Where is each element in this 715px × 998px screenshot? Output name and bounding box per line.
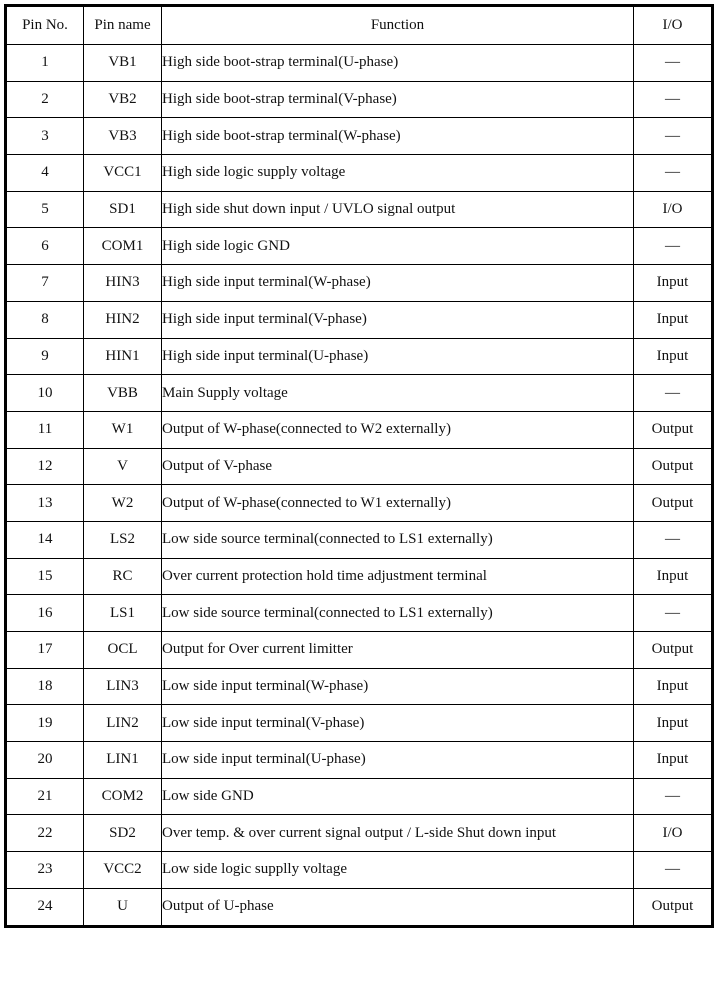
- pin-name-cell: LIN2: [84, 705, 162, 742]
- table-row: [6, 632, 713, 669]
- pin-name-cell: LIN3: [84, 668, 162, 705]
- function-cell: Low side logic supplly voltage: [162, 852, 634, 889]
- header-function: Function: [162, 6, 634, 45]
- table-row: [6, 411, 713, 448]
- io-cell: —: [634, 45, 713, 82]
- pin-number-cell: 7: [6, 265, 84, 302]
- pin-name-cell: VBB: [84, 375, 162, 412]
- header-io: I/O: [634, 6, 713, 45]
- io-cell: —: [634, 375, 713, 412]
- pin-number-cell: 12: [6, 448, 84, 485]
- table-row: [6, 301, 713, 338]
- function-cell: Over temp. & over current signal output / L-side Shut down input: [162, 815, 634, 852]
- table-row: [6, 191, 713, 228]
- table-row: [6, 338, 713, 375]
- io-cell: Input: [634, 338, 713, 375]
- pin-number-cell: 14: [6, 521, 84, 558]
- table-row: [6, 81, 713, 118]
- io-cell: Output: [634, 411, 713, 448]
- table-row: [6, 778, 713, 815]
- table-row: [6, 485, 713, 522]
- pin-name-cell: COM2: [84, 778, 162, 815]
- function-cell: Low side input terminal(V-phase): [162, 705, 634, 742]
- table-row: [6, 595, 713, 632]
- pin-number-cell: 11: [6, 411, 84, 448]
- function-cell: Low side input terminal(U-phase): [162, 742, 634, 779]
- io-cell: —: [634, 778, 713, 815]
- pin-name-cell: VB1: [84, 45, 162, 82]
- table-row: [6, 668, 713, 705]
- pin-number-cell: 13: [6, 485, 84, 522]
- io-cell: Input: [634, 668, 713, 705]
- pin-name-cell: VCC2: [84, 852, 162, 889]
- pin-number-cell: 3: [6, 118, 84, 155]
- pin-number-cell: 17: [6, 632, 84, 669]
- pin-name-cell: COM1: [84, 228, 162, 265]
- pin-number-cell: 24: [6, 888, 84, 926]
- table-row: [6, 228, 713, 265]
- pin-name-cell: VB2: [84, 81, 162, 118]
- io-cell: Output: [634, 485, 713, 522]
- io-cell: —: [634, 595, 713, 632]
- pin-name-cell: RC: [84, 558, 162, 595]
- pin-number-cell: 18: [6, 668, 84, 705]
- table-row: [6, 118, 713, 155]
- function-cell: Low side GND: [162, 778, 634, 815]
- pin-number-cell: 8: [6, 301, 84, 338]
- table-row: [6, 521, 713, 558]
- function-cell: High side input terminal(V-phase): [162, 301, 634, 338]
- function-cell: Output of W-phase(connected to W1 externally): [162, 485, 634, 522]
- pin-name-cell: V: [84, 448, 162, 485]
- pin-function-table: [4, 4, 714, 928]
- io-cell: —: [634, 81, 713, 118]
- pin-name-cell: LIN1: [84, 742, 162, 779]
- pin-number-cell: 19: [6, 705, 84, 742]
- function-cell: High side logic supply voltage: [162, 155, 634, 192]
- pin-number-cell: 22: [6, 815, 84, 852]
- pin-number-cell: 16: [6, 595, 84, 632]
- io-cell: Output: [634, 448, 713, 485]
- table-row: [6, 375, 713, 412]
- function-cell: Low side input terminal(W-phase): [162, 668, 634, 705]
- io-cell: Input: [634, 558, 713, 595]
- function-cell: Low side source terminal(connected to LS1 externally): [162, 521, 634, 558]
- pin-number-cell: 21: [6, 778, 84, 815]
- pin-number-cell: 15: [6, 558, 84, 595]
- table-header-row: [6, 6, 713, 45]
- table-row: [6, 742, 713, 779]
- header-pin-no: Pin No.: [6, 6, 84, 45]
- io-cell: —: [634, 521, 713, 558]
- function-cell: High side shut down input / UVLO signal output: [162, 191, 634, 228]
- table-row: [6, 852, 713, 889]
- function-cell: High side boot-strap terminal(W-phase): [162, 118, 634, 155]
- function-cell: Output of W-phase(connected to W2 externally): [162, 411, 634, 448]
- io-cell: —: [634, 228, 713, 265]
- table-row: [6, 558, 713, 595]
- table-row: [6, 45, 713, 82]
- table-row: [6, 448, 713, 485]
- pin-name-cell: LS1: [84, 595, 162, 632]
- io-cell: Input: [634, 265, 713, 302]
- pin-number-cell: 20: [6, 742, 84, 779]
- io-cell: I/O: [634, 191, 713, 228]
- table-row: [6, 815, 713, 852]
- function-cell: Output for Over current limitter: [162, 632, 634, 669]
- function-cell: Low side source terminal(connected to LS1 externally): [162, 595, 634, 632]
- pin-number-cell: 9: [6, 338, 84, 375]
- table-row: [6, 705, 713, 742]
- table-row: [6, 155, 713, 192]
- table-row: [6, 888, 713, 926]
- io-cell: Input: [634, 742, 713, 779]
- pin-name-cell: SD2: [84, 815, 162, 852]
- pin-number-cell: 10: [6, 375, 84, 412]
- io-cell: Input: [634, 705, 713, 742]
- table-row: [6, 265, 713, 302]
- function-cell: Output of U-phase: [162, 888, 634, 926]
- pin-number-cell: 5: [6, 191, 84, 228]
- pin-number-cell: 6: [6, 228, 84, 265]
- io-cell: —: [634, 852, 713, 889]
- io-cell: —: [634, 118, 713, 155]
- pin-name-cell: OCL: [84, 632, 162, 669]
- pin-number-cell: 4: [6, 155, 84, 192]
- io-cell: Output: [634, 888, 713, 926]
- pin-name-cell: VB3: [84, 118, 162, 155]
- io-cell: Output: [634, 632, 713, 669]
- function-cell: High side logic GND: [162, 228, 634, 265]
- function-cell: High side boot-strap terminal(V-phase): [162, 81, 634, 118]
- io-cell: —: [634, 155, 713, 192]
- pin-name-cell: SD1: [84, 191, 162, 228]
- function-cell: Over current protection hold time adjustment terminal: [162, 558, 634, 595]
- pin-name-cell: U: [84, 888, 162, 926]
- pin-number-cell: 2: [6, 81, 84, 118]
- function-cell: High side input terminal(U-phase): [162, 338, 634, 375]
- header-pin-name: Pin name: [84, 6, 162, 45]
- pin-name-cell: LS2: [84, 521, 162, 558]
- function-cell: Output of V-phase: [162, 448, 634, 485]
- pin-name-cell: HIN2: [84, 301, 162, 338]
- table-body: [6, 45, 713, 927]
- pin-name-cell: W1: [84, 411, 162, 448]
- io-cell: I/O: [634, 815, 713, 852]
- pin-number-cell: 1: [6, 45, 84, 82]
- pin-name-cell: HIN1: [84, 338, 162, 375]
- function-cell: Main Supply voltage: [162, 375, 634, 412]
- pin-name-cell: HIN3: [84, 265, 162, 302]
- pin-name-cell: VCC1: [84, 155, 162, 192]
- function-cell: High side boot-strap terminal(U-phase): [162, 45, 634, 82]
- pin-name-cell: W2: [84, 485, 162, 522]
- function-cell: High side input terminal(W-phase): [162, 265, 634, 302]
- pin-number-cell: 23: [6, 852, 84, 889]
- io-cell: Input: [634, 301, 713, 338]
